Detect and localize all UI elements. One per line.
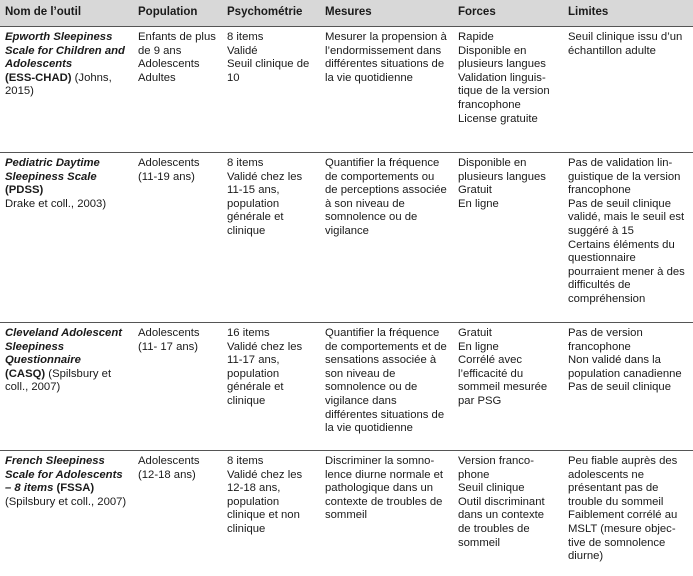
cell-forces bbox=[453, 153, 563, 323]
tool-name: Cleveland Adolescent Sleepiness Questionnaire bbox=[5, 327, 122, 367]
tool-acronym: (ESS-CHAD) bbox=[5, 71, 72, 84]
psychometrie-item: Validé chez les 11-15 ans, population générale et clinique bbox=[227, 170, 303, 237]
cell-tool-name bbox=[0, 153, 133, 323]
table-row bbox=[0, 153, 693, 323]
header-mesures: Mesures bbox=[320, 0, 453, 27]
forces-item: Validation linguistique de la version francophone bbox=[458, 71, 550, 111]
population-item: Adolescents (11- 17 ans) bbox=[138, 327, 200, 353]
mesures-item: Discriminer la somnolence diurne normale et pathologique dans un contexte de troubles de sommeil bbox=[325, 455, 444, 522]
cell-forces bbox=[453, 451, 563, 576]
tool-reference: (Johns, 2015) bbox=[5, 71, 112, 98]
tool-name: French Sleepiness Scale for Adolescents – 8 items bbox=[5, 455, 123, 495]
mesures-item: Mesurer la propension à l’endormissement dans différentes situations de la vie quotidienne bbox=[325, 31, 447, 84]
forces-item: Seuil clinique bbox=[458, 482, 525, 495]
limites-item: Certains éléments du questionnaire pourraient mener à des difficultés de compréhension bbox=[568, 238, 685, 305]
cell-population bbox=[133, 27, 222, 153]
cell-tool-name bbox=[0, 27, 133, 153]
forces-item: License gratuite bbox=[458, 112, 538, 125]
header-row bbox=[0, 0, 693, 27]
cell-limites bbox=[563, 451, 693, 576]
tool-reference: Drake et coll., 2003) bbox=[5, 197, 107, 210]
tool-reference: (Spilsbury et coll., 2007) bbox=[5, 367, 112, 394]
header-limites: Limites bbox=[563, 0, 693, 27]
psychometrie-item: Seuil clinique de 10 bbox=[227, 58, 310, 84]
cell-population bbox=[133, 323, 222, 451]
psychometrie-item: 8 items bbox=[227, 157, 264, 169]
cell-limites bbox=[563, 153, 693, 323]
cell-population bbox=[133, 153, 222, 323]
forces-item: En ligne bbox=[458, 197, 499, 210]
population-item: Adolescents bbox=[138, 58, 200, 71]
limites-item: Pas de seuil clinique validé, mais le seuil est suggéré à 15 bbox=[568, 197, 685, 237]
population-item: Adolescents (11-19 ans) bbox=[138, 157, 200, 183]
cell-psychometrie bbox=[222, 451, 320, 576]
header-psychometrie: Psychométrie bbox=[222, 0, 320, 27]
forces-item: Outil discriminant dans un contexte de troubles de sommeil bbox=[458, 495, 545, 549]
forces-item: Gratuit bbox=[458, 327, 492, 339]
psychometrie-item: 16 items bbox=[227, 327, 270, 339]
mesures-item: Quantifier la fréquence de comportements et de sensations associée à son niveau de somnolence ou de vigilance dans différentes situations de la vie quotidienne bbox=[325, 327, 447, 435]
table-row bbox=[0, 451, 693, 576]
cell-forces bbox=[453, 323, 563, 451]
cell-limites bbox=[563, 27, 693, 153]
tool-acronym: (FSSA) bbox=[56, 482, 95, 495]
cell-forces bbox=[453, 27, 563, 153]
cell-mesures bbox=[320, 153, 453, 323]
forces-item: Version francophone bbox=[458, 455, 534, 481]
tool-name: Pediatric Daytime Sleepiness Scale bbox=[5, 157, 100, 183]
tool-reference: (Spilsbury et coll., 2007) bbox=[5, 495, 127, 508]
cell-psychometrie bbox=[222, 323, 320, 451]
forces-item: Rapide bbox=[458, 31, 494, 43]
psychometrie-item: Validé bbox=[227, 44, 258, 57]
cell-population bbox=[133, 451, 222, 576]
table-row bbox=[0, 323, 693, 451]
population-item: Adultes bbox=[138, 71, 176, 84]
tool-acronym: (PDSS) bbox=[5, 184, 44, 197]
limites-item: Seuil clinique issu d’un échantillon adulte bbox=[568, 31, 683, 57]
limites-item: Pas de seuil clinique bbox=[568, 381, 671, 394]
cell-tool-name bbox=[0, 451, 133, 576]
cell-mesures bbox=[320, 323, 453, 451]
cell-mesures bbox=[320, 27, 453, 153]
psychometrie-item: 8 items bbox=[227, 455, 264, 467]
forces-item: Disponible en plusieurs langues bbox=[458, 157, 546, 183]
forces-item: En ligne bbox=[458, 340, 499, 353]
limites-item: Pas de version francophone bbox=[568, 327, 643, 353]
limites-item: Non validé dans la population canadienne bbox=[568, 354, 682, 380]
limites-item: Faiblement corrélé au MSLT (mesure objective de somnolence diurne) bbox=[568, 509, 678, 563]
header-population: Population bbox=[133, 0, 222, 27]
psychometrie-item: Validé chez les 11-17 ans, population générale et clinique bbox=[227, 340, 303, 407]
table-row bbox=[0, 27, 693, 153]
tool-name: Epworth Sleepiness Scale for Children and Adolescents bbox=[5, 31, 125, 71]
forces-item: Gratuit bbox=[458, 184, 492, 197]
cell-psychometrie bbox=[222, 27, 320, 153]
population-item: Adolescents (12-18 ans) bbox=[138, 455, 200, 481]
limites-item: Peu fiable auprès des adolescents ne présentant pas de trouble du sommeil bbox=[568, 455, 678, 508]
tool-acronym: (CASQ) bbox=[5, 367, 46, 380]
limites-item: Pas de validation linguistique de la version francophone bbox=[568, 157, 681, 197]
cell-mesures bbox=[320, 451, 453, 576]
psychometrie-item: Validé chez les 12-18 ans, population clinique et non clinique bbox=[227, 468, 303, 535]
population-item: Enfants de plus de 9 ans bbox=[138, 31, 216, 57]
cell-psychometrie bbox=[222, 153, 320, 323]
forces-item: Corrélé avec l’efficacité du sommeil mesurée par PSG bbox=[458, 354, 548, 407]
cell-tool-name bbox=[0, 323, 133, 451]
cell-limites bbox=[563, 323, 693, 451]
header-forces: Forces bbox=[453, 0, 563, 27]
mesures-item: Quantifier la fréquence de comportements ou de perceptions associée à son niveau de somnolence ou de vigilance bbox=[325, 157, 447, 237]
psychometrie-item: 8 items bbox=[227, 31, 264, 43]
forces-item: Disponible en plusieurs langues bbox=[458, 44, 546, 71]
header-nom: Nom de l’outil bbox=[0, 0, 133, 27]
